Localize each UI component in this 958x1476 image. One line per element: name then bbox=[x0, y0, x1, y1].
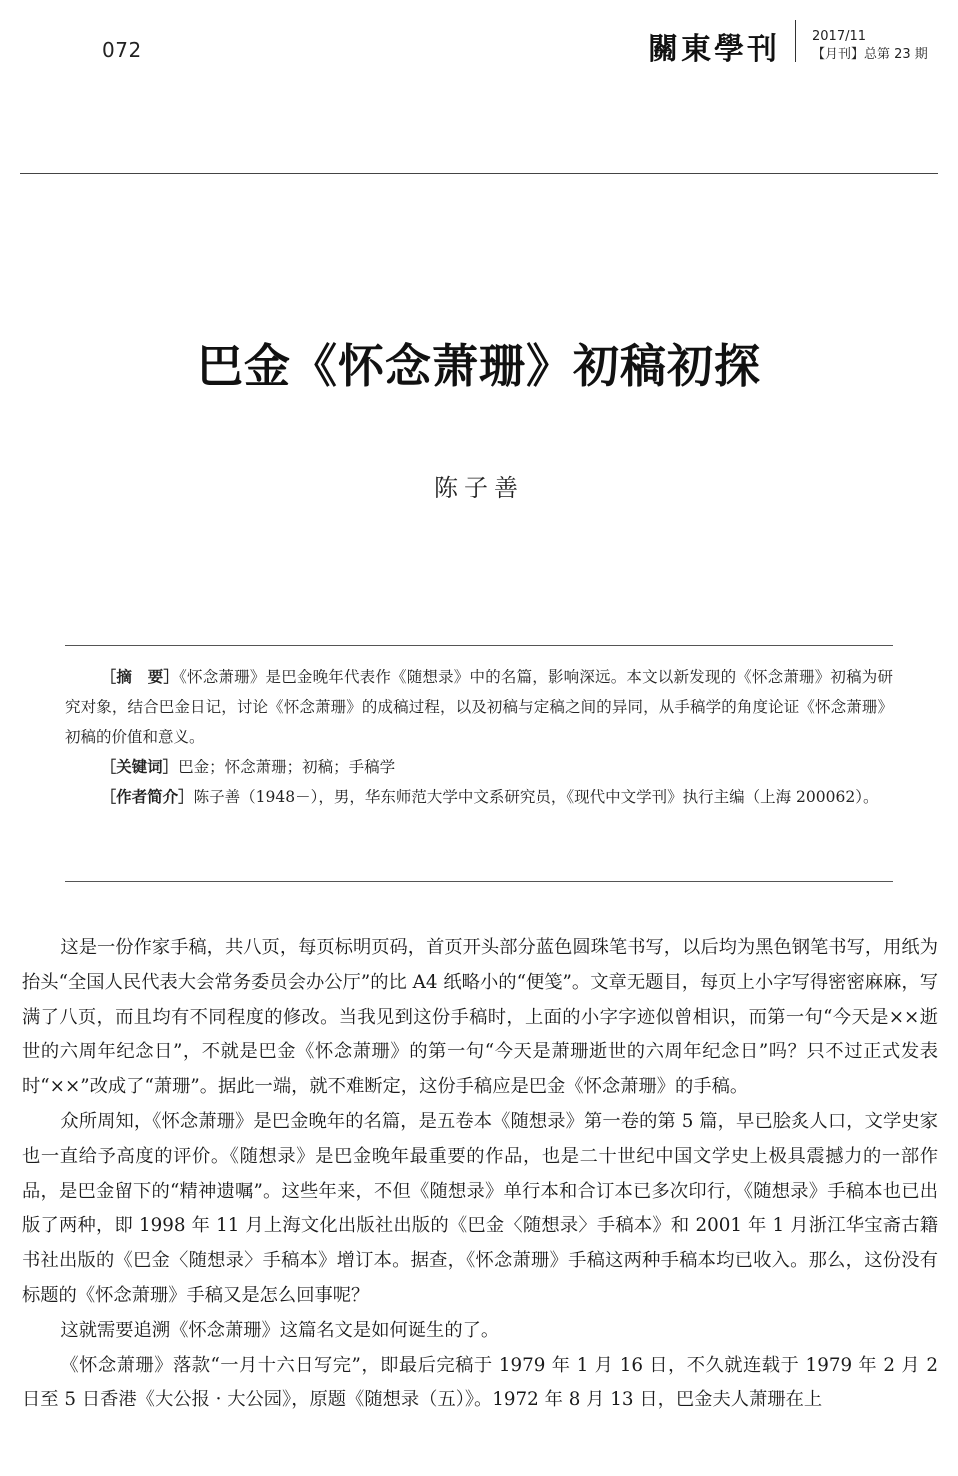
header-divider bbox=[795, 20, 796, 62]
abstract-top-rule bbox=[65, 645, 893, 646]
article-title: 巴金《怀念萧珊》初稿初探 bbox=[197, 339, 761, 393]
abstract-paragraph bbox=[65, 662, 893, 752]
article-body bbox=[22, 931, 938, 1418]
author-name: 陈子善 bbox=[434, 474, 524, 502]
body-paragraph: 众所周知，《怀念萧珊》是巴金晚年的名篇，是五卷本《随想录》第一卷的第 5 篇，早已脍炙人口，文学史家也一直给予高度的评价。《随想录》是巴金晚年最重要的作品，也是二十世纪中国文学史上极具震撼力的一部作品，是巴金留下的“精神遗嘱”。这些年来，不但《随想录》单行本和合订本已多次印行，《随想录》手稿本也已出版了两种，即 1998 年 11 月上海文化出版社出版的《巴金〈随想录〉手稿本》和 2001 年 1 月浙江华宝斋古籍书社出版的《巴金〈随想录〉手稿本》增订本。据查，《怀念萧珊》手稿这两种手稿本均已收入。那么，这份没有标题的《怀念萧珊》手稿又是怎么回事呢？ bbox=[22, 1110, 938, 1306]
body-paragraph: 这是一份作家手稿，共八页，每页标明页码，首页开头部分蓝色圆珠笔书写，以后均为黑色钢笔书写，用纸为抬头“全国人民代表大会常务委员会办公厅”的比 A4 纸略小的“便笺”。文章无题目，每页上小字写得密密麻麻，写满了八页，而且均有不同程度的修改。当我见到这份手稿时，上面的小字字迹似曾相识，而第一句“今天是××逝世的六周年纪念日”，不就是巴金《怀念萧珊》的第一句“今天是萧珊逝世的六周年纪念日”吗？只不过正式发表时“××”改成了“萧珊”。据此一端，就不难断定，这份手稿应是巴金《怀念萧珊》的手稿。 bbox=[22, 937, 938, 1098]
abstract-block bbox=[65, 662, 893, 812]
abstract-label: ［摘 要］ bbox=[100, 668, 180, 686]
keywords-paragraph bbox=[65, 752, 893, 782]
body-paragraph: 《怀念萧珊》落款“一月十六日写完”，即最后完稿于 1979 年 1 月 16 日，不久就连载于 1979 年 2 月 2 日至 5 日香港《大公报 · 大公园》，原题《随想录（五）》。1972 年 8 月 13 日，巴金夫人萧珊在上 bbox=[22, 1354, 938, 1411]
author-bio-paragraph bbox=[65, 782, 893, 812]
abstract-text: 《怀念萧珊》是巴金晚年代表作《随想录》中的名篇，影响深远。本文以新发现的《怀念萧珊》初稿为研究对象，结合巴金日记，讨论《怀念萧珊》的成稿过程，以及初稿与定稿之间的异同，从手稿学的角度论证《怀念萧珊》初稿的价值和意义。 bbox=[65, 668, 893, 746]
body-paragraph: 这就需要追溯《怀念萧珊》这篇名文是如何诞生的了。 bbox=[60, 1319, 500, 1341]
page-number: 072 bbox=[102, 38, 142, 62]
author-bio-label: ［作者简介］ bbox=[100, 788, 194, 806]
author-bio-text: 陈子善（1948－），男，华东师范大学中文系研究员，《现代中文学刊》执行主编（上海 200062）。 bbox=[193, 788, 879, 806]
keywords-label: ［关键词］ bbox=[100, 758, 179, 776]
issue-info bbox=[812, 28, 928, 64]
issue-number: 【月刊】总第 23 期 bbox=[812, 47, 928, 62]
keywords-text: 巴金；怀念萧珊；初稿；手稿学 bbox=[178, 758, 396, 776]
abstract-bottom-rule bbox=[65, 881, 893, 882]
journal-logo: 關東學刊 bbox=[648, 32, 780, 67]
header-rule bbox=[20, 173, 938, 174]
issue-date: 2017/11 bbox=[812, 29, 867, 44]
